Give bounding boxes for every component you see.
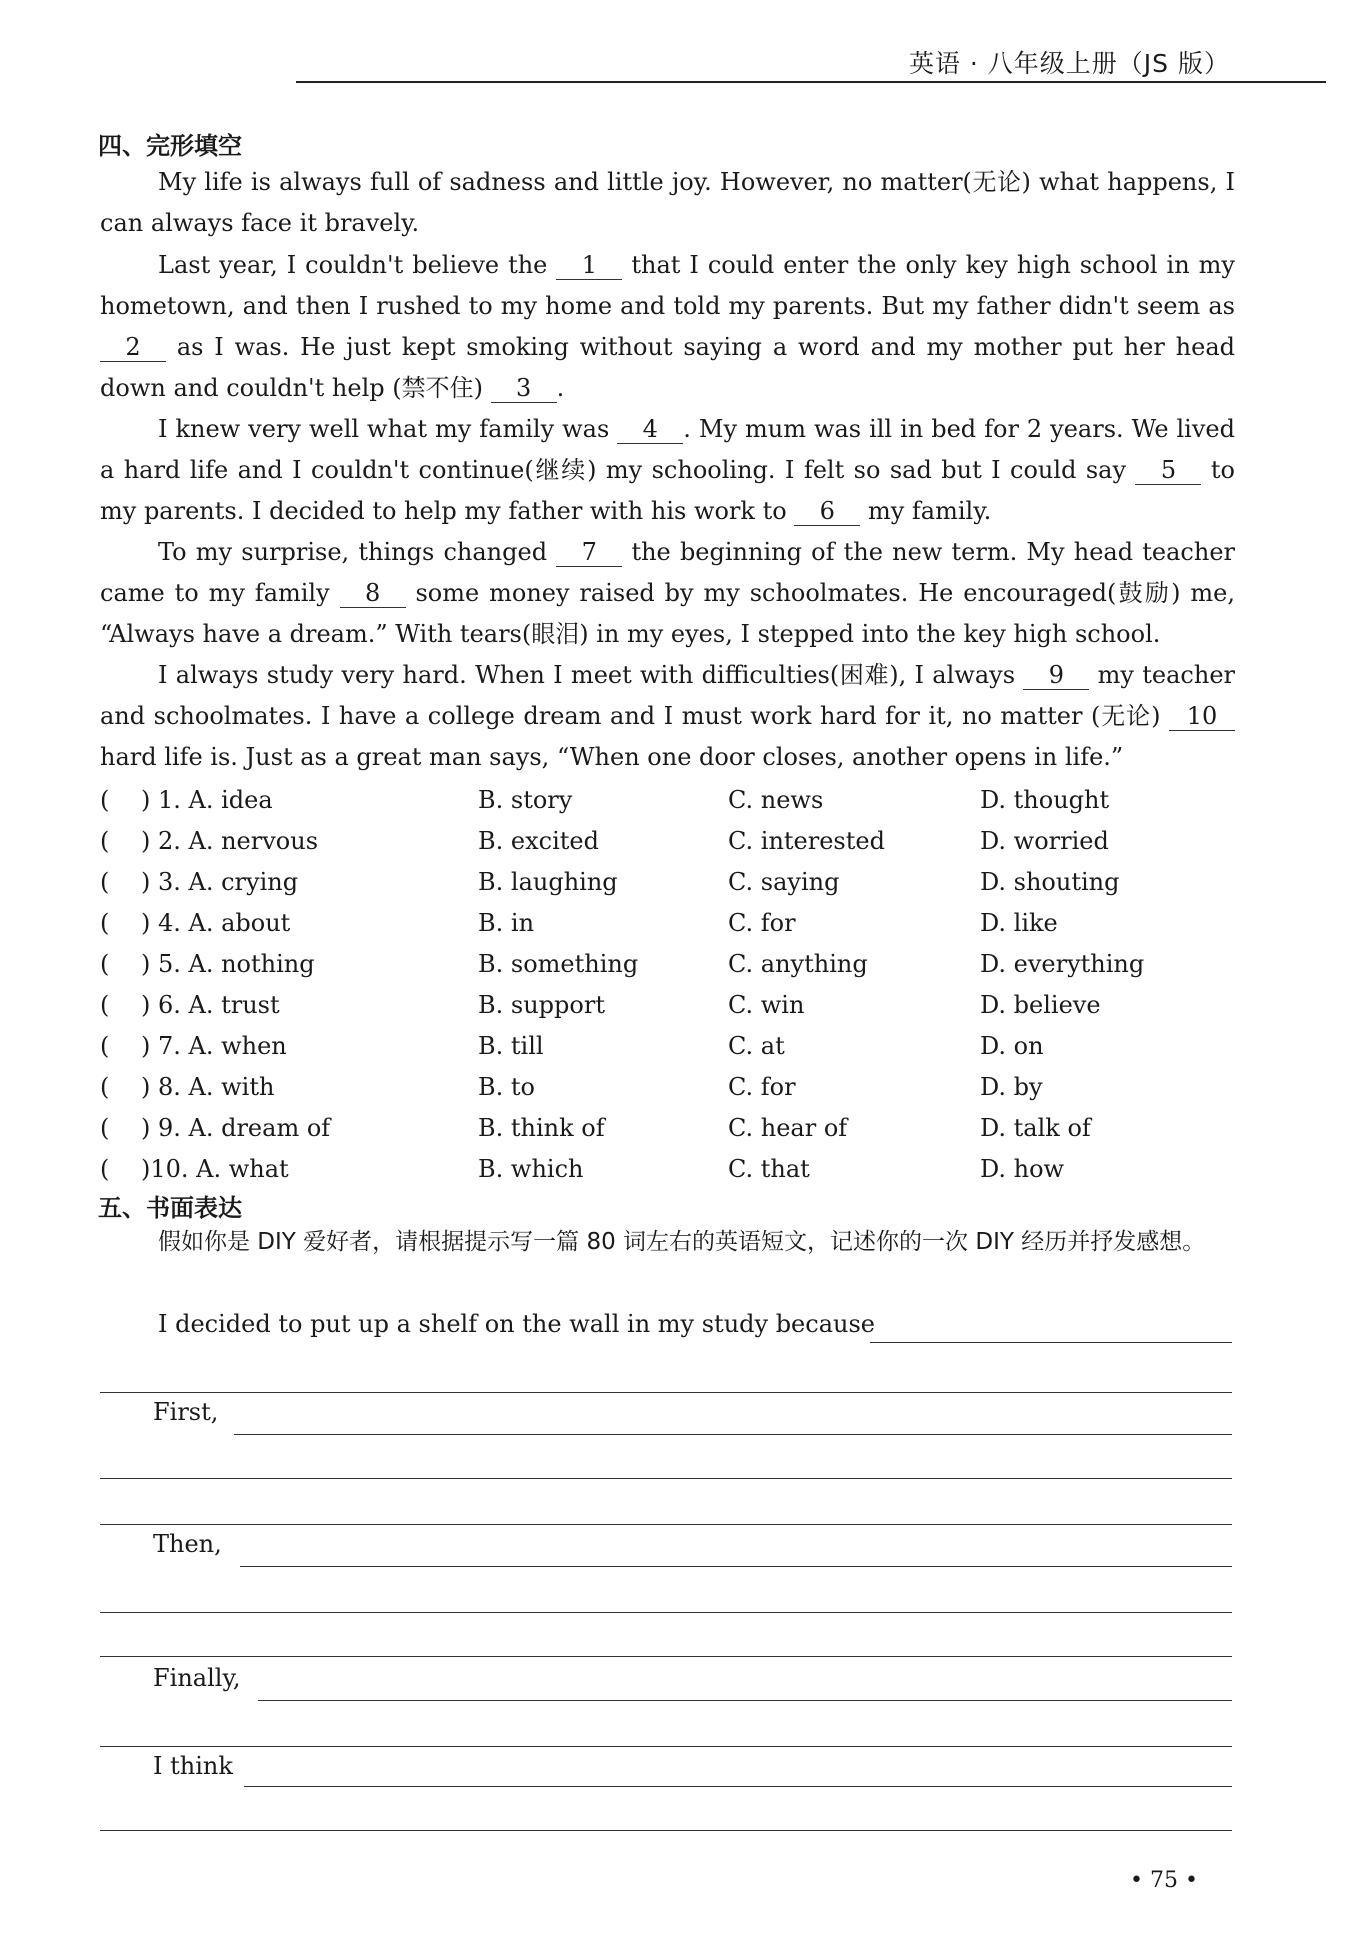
question-option-c[interactable]: C. interested — [728, 827, 885, 855]
writing-think-label: I think — [153, 1752, 233, 1780]
question-option-d[interactable]: D. thought — [980, 786, 1110, 814]
writing-line[interactable] — [100, 1656, 1232, 1657]
blank-1[interactable]: 1 — [556, 251, 622, 280]
writing-first-label: First, — [153, 1398, 219, 1426]
question-option-d[interactable]: D. worried — [980, 827, 1109, 855]
cloze-paragraph-5: I always study very hard. When I meet with difficulties(困难), I always 9 my teacher and schoolmates. I have a college dream and I must work hard for it, no matter (无论) 10 hard life is. Just as a great man says, “When one door closes, another opens in life.” — [100, 661, 1235, 771]
question-option-c[interactable]: C. for — [728, 909, 796, 937]
question-option-b[interactable]: B. support — [478, 991, 605, 1019]
writing-then-label: Then, — [153, 1530, 222, 1558]
blank-6[interactable]: 6 — [794, 497, 860, 526]
question-option-c[interactable]: C. for — [728, 1073, 796, 1101]
section-4-title: 四、完形填空 — [98, 132, 242, 160]
header-rule — [296, 81, 1326, 83]
question-option-b[interactable]: B. think of — [478, 1114, 605, 1142]
writing-prompt: 假如你是 DIY 爱好者，请根据提示写一篇 80 词左右的英语短文，记述你的一次 DIY 经历并抒发感想。 — [158, 1229, 1206, 1255]
question-option-c[interactable]: C. saying — [728, 868, 840, 896]
blank-8[interactable]: 8 — [340, 579, 406, 608]
page-number: • 75 • — [1130, 1868, 1198, 1893]
writing-finally-label: Finally, — [153, 1664, 241, 1692]
blank-7[interactable]: 7 — [556, 538, 622, 567]
question-option-a[interactable]: ( ) 8. A. with — [100, 1073, 275, 1101]
question-option-a[interactable]: ( ) 2. A. nervous — [100, 827, 319, 855]
question-option-a[interactable]: ( ) 7. A. when — [100, 1032, 287, 1060]
question-option-b[interactable]: B. something — [478, 950, 639, 978]
question-option-b[interactable]: B. to — [478, 1073, 535, 1101]
question-option-d[interactable]: D. on — [980, 1032, 1044, 1060]
writing-line[interactable] — [100, 1830, 1232, 1831]
question-option-c[interactable]: C. that — [728, 1155, 810, 1183]
writing-start-text: I decided to put up a shelf on the wall in my study because — [158, 1310, 875, 1338]
cloze-paragraph-1: My life is always full of sadness and little joy. However, no matter(无论) what happens, I can always face it bravely. — [100, 168, 1235, 237]
question-option-d[interactable]: D. how — [980, 1155, 1065, 1183]
question-option-d[interactable]: D. everything — [980, 950, 1145, 978]
writing-line[interactable] — [100, 1612, 1232, 1613]
question-option-d[interactable]: D. by — [980, 1073, 1043, 1101]
section-5-title: 五、书面表达 — [98, 1194, 242, 1222]
writing-line[interactable] — [100, 1524, 1232, 1525]
question-option-b[interactable]: B. laughing — [478, 868, 618, 896]
question-option-c[interactable]: C. hear of — [728, 1114, 848, 1142]
question-option-b[interactable]: B. till — [478, 1032, 544, 1060]
writing-line[interactable] — [100, 1478, 1232, 1479]
question-option-a[interactable]: ( ) 1. A. idea — [100, 786, 273, 814]
blank-3[interactable]: 3 — [491, 374, 557, 403]
blank-9[interactable]: 9 — [1023, 661, 1089, 690]
writing-line[interactable] — [100, 1392, 1232, 1393]
question-option-a[interactable]: ( ) 4. A. about — [100, 909, 291, 937]
writing-line[interactable] — [234, 1434, 1232, 1435]
writing-line[interactable] — [870, 1342, 1232, 1343]
question-option-c[interactable]: C. news — [728, 786, 824, 814]
question-option-b[interactable]: B. excited — [478, 827, 599, 855]
question-option-a[interactable]: ( ) 5. A. nothing — [100, 950, 315, 978]
writing-line[interactable] — [240, 1566, 1232, 1567]
question-option-d[interactable]: D. like — [980, 909, 1058, 937]
blank-10[interactable]: 10 — [1169, 702, 1235, 731]
writing-line[interactable] — [100, 1746, 1232, 1747]
question-option-a[interactable]: ( ) 3. A. crying — [100, 868, 299, 896]
question-option-a[interactable]: ( )10. A. what — [100, 1155, 289, 1183]
header-title: 英语 · 八年级上册（JS 版） — [908, 49, 1230, 78]
question-option-a[interactable]: ( ) 6. A. trust — [100, 991, 280, 1019]
question-option-d[interactable]: D. believe — [980, 991, 1101, 1019]
cloze-paragraph-3: I knew very well what my family was 4 . My mum was ill in bed for 2 years. We lived a hard life and I couldn't continue(继续) my schooling. I felt so sad but I could say 5 to my parents. I decided to help my father with his work to 6 my family. — [100, 415, 1235, 525]
writing-line[interactable] — [244, 1786, 1232, 1787]
writing-line[interactable] — [258, 1700, 1232, 1701]
cloze-paragraph-2: Last year, I couldn't believe the 1 that I could enter the only key high school in my hometown, and then I rushed to my home and told my parents. But my father didn't seem as 2 as I was. He just kept smoking without saying a word and my mother put her head down and couldn't help (禁不住) 3 . — [100, 251, 1235, 402]
question-option-c[interactable]: C. anything — [728, 950, 868, 978]
question-option-d[interactable]: D. talk of — [980, 1114, 1091, 1142]
blank-5[interactable]: 5 — [1135, 456, 1201, 485]
question-option-a[interactable]: ( ) 9. A. dream of — [100, 1114, 331, 1142]
question-option-b[interactable]: B. in — [478, 909, 535, 937]
blank-2[interactable]: 2 — [100, 333, 166, 362]
question-option-c[interactable]: C. at — [728, 1032, 785, 1060]
cloze-paragraph-4: To my surprise, things changed 7 the beginning of the new term. My head teacher came to my family 8 some money raised by my schoolmates. He encouraged(鼓励) me, “Always have a dream.” With tears(眼泪) in my eyes, I stepped into the key high school. — [100, 538, 1235, 648]
question-option-b[interactable]: B. story — [478, 786, 573, 814]
question-option-c[interactable]: C. win — [728, 991, 805, 1019]
question-option-d[interactable]: D. shouting — [980, 868, 1120, 896]
blank-4[interactable]: 4 — [617, 415, 683, 444]
question-option-b[interactable]: B. which — [478, 1155, 584, 1183]
